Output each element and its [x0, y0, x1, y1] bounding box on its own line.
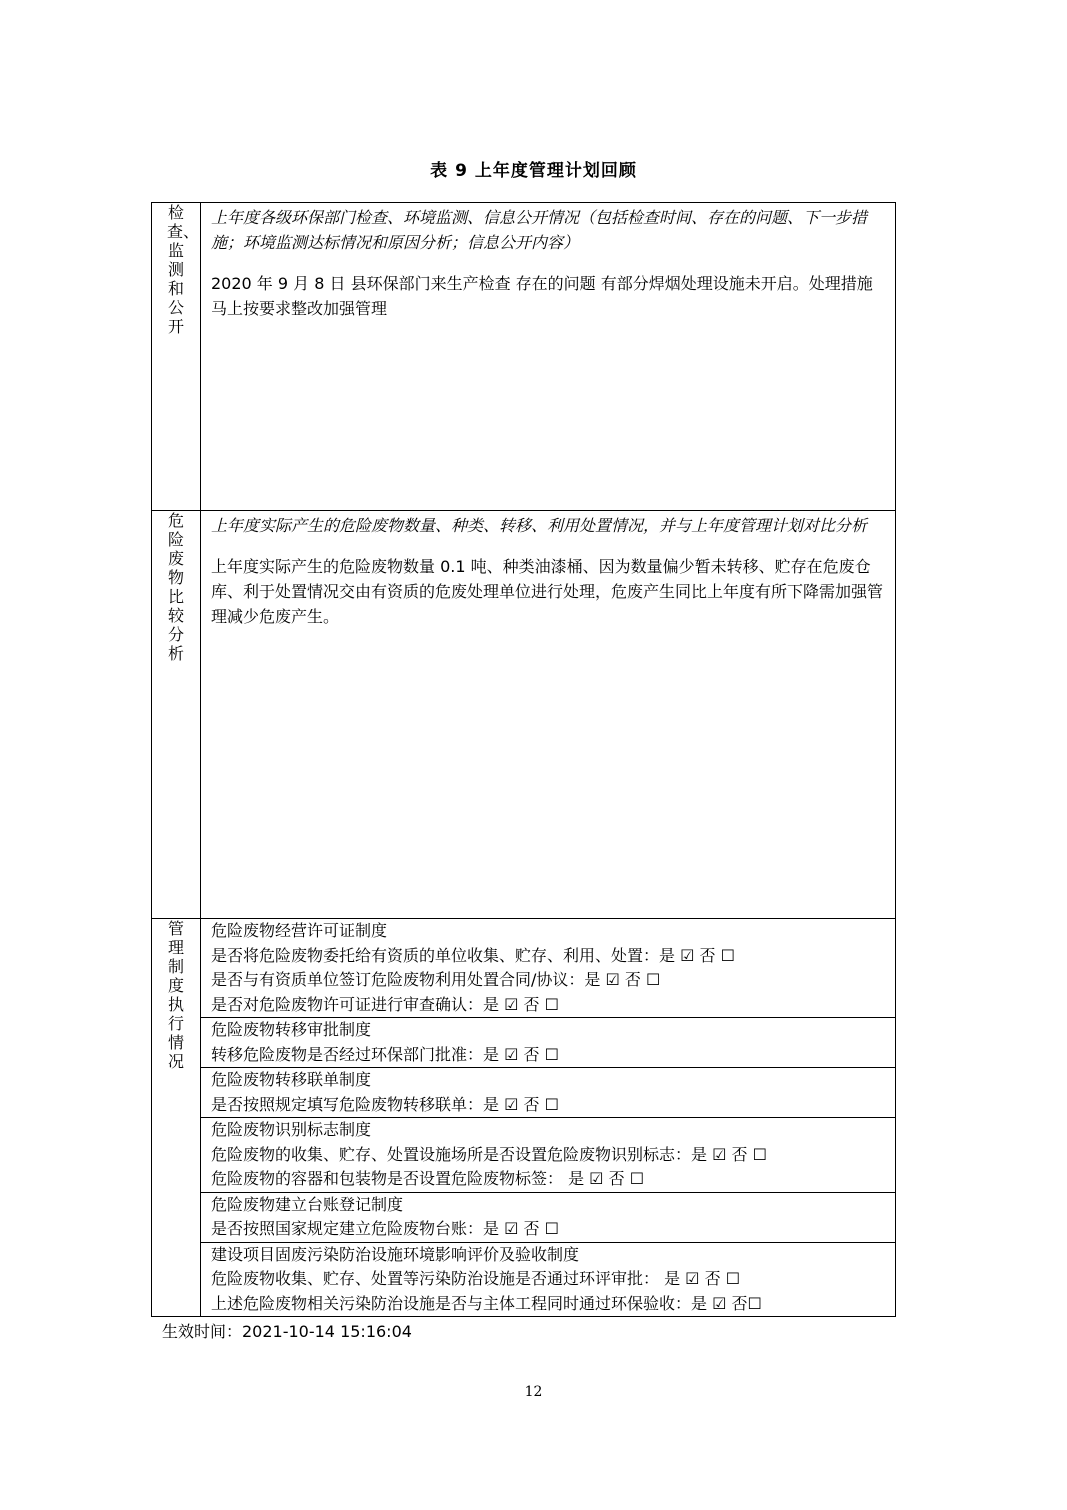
block-title: 危险废物识别标志制度: [211, 1120, 372, 1139]
block-line: 是否按照国家规定建立危险废物台账：是 ☑ 否 ☐: [211, 1219, 559, 1238]
management-block-transfer-manifest: [201, 1068, 896, 1118]
block-title: 危险废物建立台账登记制度: [211, 1194, 404, 1214]
block-line: 危险废物收集、贮存、处置等污染防治设施是否通过环评审批： 是 ☑ 否 ☐: [211, 1269, 741, 1288]
page-number: 12: [524, 1384, 543, 1400]
section-label-text: 检查、监测和公开: [167, 203, 200, 336]
section-inspection: [152, 203, 896, 511]
section-label-management: [152, 919, 201, 1317]
section-prompt: 上年度实际产生的危险废物数量、种类、转移、利用处置情况，并与上年度管理计划对比分析: [211, 516, 868, 535]
section-management-row: [152, 1068, 896, 1118]
section-label-text: 管理制度执行情况: [167, 919, 184, 1071]
block-title: 危险废物转移联单制度: [211, 1070, 372, 1089]
section-management: [152, 919, 896, 1018]
section-hazardous-waste: [152, 511, 896, 919]
block-line: 转移危险废物是否经过环保部门批准：是 ☑ 否 ☐: [211, 1044, 559, 1064]
section-content-hazardous-waste: [201, 511, 896, 919]
section-management-row: [152, 1242, 896, 1317]
block-line: 是否按照规定填写危险废物转移联单：是 ☑ 否 ☐: [211, 1094, 559, 1114]
section-answer: 2020 年 9 月 8 日 县环保部门来生产检查 存在的问题 有部分焊烟处理设施未开启。处理措施马上按要求整改加强管理: [211, 274, 873, 318]
management-review-table: [151, 202, 896, 1317]
block-title: 建设项目固废污染防治设施环境影响评价及验收制度: [211, 1244, 580, 1264]
section-answer: 上年度实际产生的危险废物数量 0.1 吨、种类油漆桶、因为数量偏少暂未转移、贮存在危废仓库、利于处置情况交由有资质的危废处理单位进行处理，危废产生同比上年度有所下降需加强管理减少危废产生。: [211, 557, 884, 626]
section-label-inspection: [152, 203, 201, 511]
section-management-row: [152, 1118, 896, 1193]
section-label-hazardous-waste: [152, 511, 201, 919]
block-title: 危险废物转移审批制度: [211, 1020, 372, 1039]
block-line: 危险废物的收集、贮存、处置设施场所是否设置危险废物识别标志：是 ☑ 否 ☐: [211, 1144, 767, 1164]
section-content-inspection: [201, 203, 896, 511]
management-block-transfer-approval: [201, 1018, 896, 1068]
effective-time: 生效时间：2021-10-14 15:16:04: [162, 1322, 412, 1341]
section-management-row: [152, 1018, 896, 1068]
section-prompt: 上年度各级环保部门检查、环境监测、信息公开情况（包括检查时间、存在的问题、下一步措施；环境监测达标情况和原因分析；信息公开内容）: [211, 208, 868, 252]
block-line: 是否将危险废物委托给有资质的单位收集、贮存、利用、处置：是 ☑ 否 ☐: [211, 945, 735, 965]
block-line: 是否对危险废物许可证进行审查确认：是 ☑ 否 ☐: [211, 994, 559, 1014]
management-block-identification: [201, 1118, 896, 1193]
block-title: 危险废物经营许可证制度: [211, 921, 388, 940]
block-line: 危险废物的容器和包装物是否设置危险废物标签： 是 ☑ 否 ☐: [211, 1169, 645, 1188]
section-label-text: 危险废物比较分析: [167, 511, 184, 663]
table-title: 表 9 上年度管理计划回顾: [430, 161, 637, 181]
block-line: 是否与有资质单位签订危险废物利用处置合同/协议：是 ☑ 否 ☐: [211, 970, 661, 989]
section-management-row: [152, 1192, 896, 1242]
management-block-license: [201, 919, 896, 1018]
management-block-ledger: [201, 1192, 896, 1242]
management-block-eia: [201, 1242, 896, 1317]
block-line: 上述危险废物相关污染防治设施是否与主体工程同时通过环保验收：是 ☑ 否☐: [211, 1293, 762, 1313]
